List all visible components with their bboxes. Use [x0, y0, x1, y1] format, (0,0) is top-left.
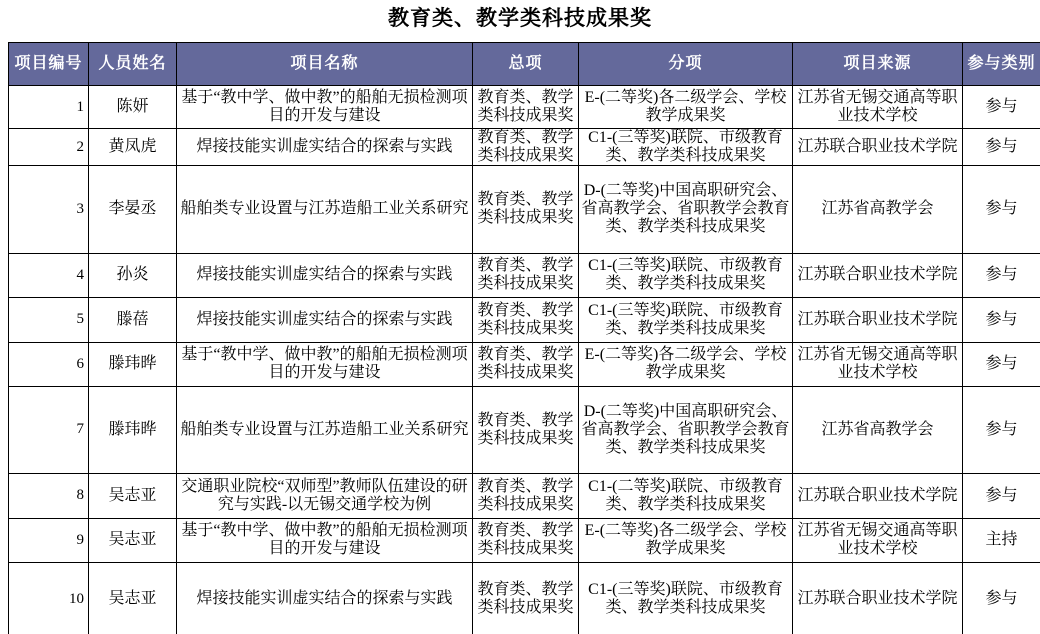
cell-name: 滕玮晔	[89, 342, 177, 386]
table-row	[9, 253, 1040, 297]
cell-source: 江苏省高教学会	[793, 165, 963, 253]
cell-source: 江苏联合职业技术学院	[793, 253, 963, 297]
cell-project: 船舶类专业设置与江苏造船工业关系研究	[177, 386, 473, 473]
table-row	[9, 342, 1040, 386]
table-body	[9, 86, 1040, 634]
col-header-general: 总项	[473, 43, 579, 86]
cell-project: 船舶类专业设置与江苏造船工业关系研究	[177, 165, 473, 253]
cell-source: 江苏省无锡交通高等职业技术学校	[793, 342, 963, 386]
table-row	[9, 386, 1040, 473]
cell-name: 滕玮晔	[89, 386, 177, 473]
cell-sub: E-(二等奖)各二级学会、学校教学成果奖	[579, 342, 793, 386]
cell-role: 参与	[963, 129, 1040, 166]
cell-project: 基于“教中学、做中教”的船舶无损检测项目的开发与建设	[177, 518, 473, 562]
header-row	[9, 43, 1040, 86]
cell-general: 教育类、教学类科技成果奖	[473, 165, 579, 253]
cell-sub: C1-(三等奖)联院、市级教育类、教学类科技成果奖	[579, 562, 793, 634]
cell-id: 4	[9, 253, 89, 297]
cell-role: 参与	[963, 165, 1040, 253]
cell-project: 焊接技能实训虚实结合的探索与实践	[177, 253, 473, 297]
cell-role: 参与	[963, 253, 1040, 297]
cell-source: 江苏联合职业技术学院	[793, 473, 963, 518]
cell-sub: E-(二等奖)各二级学会、学校教学成果奖	[579, 518, 793, 562]
table-row	[9, 518, 1040, 562]
cell-sub: C1-(二等奖)联院、市级教育类、教学类科技成果奖	[579, 473, 793, 518]
cell-sub: C1-(三等奖)联院、市级教育类、教学类科技成果奖	[579, 297, 793, 342]
cell-source: 江苏联合职业技术学院	[793, 129, 963, 166]
col-header-id: 项目编号	[9, 43, 89, 86]
cell-source: 江苏省无锡交通高等职业技术学校	[793, 518, 963, 562]
cell-project: 焊接技能实训虚实结合的探索与实践	[177, 562, 473, 634]
cell-sub: D-(二等奖)中国高职研究会、省高教学会、省职教学会教育类、教学类科技成果奖	[579, 386, 793, 473]
cell-role: 主持	[963, 518, 1040, 562]
cell-name: 吴志亚	[89, 562, 177, 634]
cell-general: 教育类、教学类科技成果奖	[473, 473, 579, 518]
cell-project: 交通职业院校“双师型”教师队伍建设的研究与实践-以无锡交通学校为例	[177, 473, 473, 518]
cell-sub: D-(二等奖)中国高职研究会、省高教学会、省职教学会教育类、教学类科技成果奖	[579, 165, 793, 253]
cell-project: 焊接技能实训虚实结合的探索与实践	[177, 297, 473, 342]
table-row	[9, 129, 1040, 166]
page-title: 教育类、教学类科技成果奖	[388, 7, 652, 30]
col-header-name: 人员姓名	[89, 43, 177, 86]
cell-id: 10	[9, 562, 89, 634]
cell-sub: E-(二等奖)各二级学会、学校教学成果奖	[579, 86, 793, 129]
cell-role: 参与	[963, 473, 1040, 518]
cell-source: 江苏省高教学会	[793, 386, 963, 473]
cell-name: 李晏丞	[89, 165, 177, 253]
cell-general: 教育类、教学类科技成果奖	[473, 297, 579, 342]
cell-name: 吴志亚	[89, 473, 177, 518]
col-header-project: 项目名称	[177, 43, 473, 86]
col-header-source: 项目来源	[793, 43, 963, 86]
cell-source: 江苏联合职业技术学院	[793, 562, 963, 634]
cell-sub: C1-(三等奖)联院、市级教育类、教学类科技成果奖	[579, 253, 793, 297]
cell-project: 焊接技能实训虚实结合的探索与实践	[177, 129, 473, 166]
cell-general: 教育类、教学类科技成果奖	[473, 386, 579, 473]
table-row	[9, 165, 1040, 253]
cell-name: 陈妍	[89, 86, 177, 129]
awards-table	[8, 42, 1040, 634]
cell-role: 参与	[963, 562, 1040, 634]
cell-sub: C1-(三等奖)联院、市级教育类、教学类科技成果奖	[579, 129, 793, 166]
cell-role: 参与	[963, 342, 1040, 386]
cell-source: 江苏省无锡交通高等职业技术学校	[793, 86, 963, 129]
cell-name: 黄凤虎	[89, 129, 177, 166]
cell-general: 教育类、教学类科技成果奖	[473, 562, 579, 634]
table-row	[9, 86, 1040, 129]
cell-id: 6	[9, 342, 89, 386]
table-row	[9, 297, 1040, 342]
cell-id: 9	[9, 518, 89, 562]
cell-role: 参与	[963, 297, 1040, 342]
cell-role: 参与	[963, 86, 1040, 129]
col-header-role: 参与类别	[963, 43, 1040, 86]
cell-name: 吴志亚	[89, 518, 177, 562]
table-row	[9, 473, 1040, 518]
table-row	[9, 562, 1040, 634]
cell-general: 教育类、教学类科技成果奖	[473, 253, 579, 297]
cell-source: 江苏联合职业技术学院	[793, 297, 963, 342]
cell-id: 3	[9, 165, 89, 253]
cell-project: 基于“教中学、做中教”的船舶无损检测项目的开发与建设	[177, 86, 473, 129]
cell-id: 7	[9, 386, 89, 473]
cell-general: 教育类、教学类科技成果奖	[473, 342, 579, 386]
cell-role: 参与	[963, 386, 1040, 473]
cell-general: 教育类、教学类科技成果奖	[473, 518, 579, 562]
cell-id: 2	[9, 129, 89, 166]
cell-general: 教育类、教学类科技成果奖	[473, 129, 579, 166]
cell-name: 孙炎	[89, 253, 177, 297]
cell-project: 基于“教中学、做中教”的船舶无损检测项目的开发与建设	[177, 342, 473, 386]
cell-id: 1	[9, 86, 89, 129]
col-header-sub: 分项	[579, 43, 793, 86]
cell-id: 8	[9, 473, 89, 518]
cell-id: 5	[9, 297, 89, 342]
cell-general: 教育类、教学类科技成果奖	[473, 86, 579, 129]
cell-name: 滕蓓	[89, 297, 177, 342]
